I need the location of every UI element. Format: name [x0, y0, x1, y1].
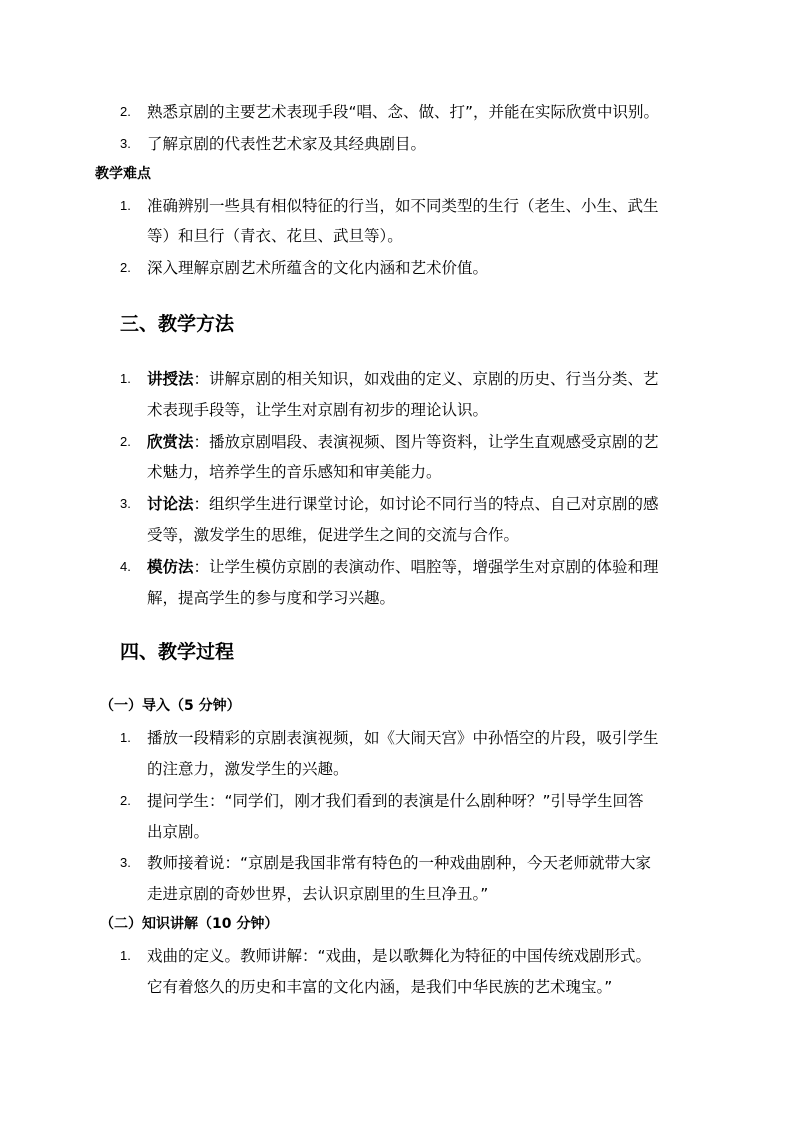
- difficulty-text: 深入理解京剧艺术所蕴含的文化内涵和艺术价值。: [147, 259, 489, 277]
- method-term: 讨论法: [147, 495, 194, 513]
- list-number: 2.: [120, 104, 131, 119]
- intro-text: 提问学生：“同学们，刚才我们看到的表演是什么剧种呀？”引导学生回答: [147, 792, 644, 810]
- knowledge-text: 戏曲的定义。教师讲解：“戏曲，是以歌舞化为特征的中国传统戏剧形式。: [147, 947, 652, 965]
- list-number: 1.: [120, 948, 131, 963]
- section-heading-process: 四、教学过程: [120, 641, 235, 663]
- list-number: 3.: [120, 855, 131, 870]
- method-term: 模仿法: [147, 558, 194, 576]
- method-item: [147, 432, 659, 452]
- intro-text: 教师接着说：“京剧是我国非常有特色的一种戏曲剧种，今天老师就带大家: [147, 854, 652, 872]
- list-number: 1.: [120, 198, 131, 213]
- difficulty-heading: 教学难点: [95, 166, 151, 182]
- list-number: 2.: [120, 260, 131, 275]
- method-text: 受等，激发学生的思维，促进学生之间的交流与合作。: [147, 526, 520, 544]
- method-text: 术魅力，培养学生的音乐感知和审美能力。: [147, 463, 442, 481]
- objective-text: 熟悉京剧的主要艺术表现手段“唱、念、做、打”，并能在实际欣赏中识别。: [147, 103, 660, 121]
- subsection-intro: （一）导入（5 分钟）: [100, 698, 241, 714]
- method-text: 解，提高学生的参与度和学习兴趣。: [147, 589, 396, 607]
- list-number: 3.: [120, 496, 131, 511]
- subsection-knowledge: （二）知识讲解（10 分钟）: [100, 916, 279, 932]
- objective-text: 了解京剧的代表性艺术家及其经典剧目。: [147, 135, 427, 153]
- knowledge-text: 它有着悠久的历史和丰富的文化内涵，是我们中华民族的艺术瑰宝。”: [147, 978, 613, 996]
- method-text: ：讲解京剧的相关知识，如戏曲的定义、京剧的历史、行当分类、艺: [193, 370, 659, 388]
- intro-text: 走进京剧的奇妙世界，去认识京剧里的生旦净丑。”: [147, 885, 489, 903]
- method-term: 讲授法: [147, 370, 194, 388]
- list-number: 3.: [120, 136, 131, 151]
- list-number: 1.: [120, 730, 131, 745]
- method-text: ：让学生模仿京剧的表演动作、唱腔等，增强学生对京剧的体验和理: [193, 558, 659, 576]
- method-text: ：播放京剧唱段、表演视频、图片等资料，让学生直观感受京剧的艺: [193, 433, 659, 451]
- section-heading-methods: 三、教学方法: [120, 313, 235, 335]
- list-number: 4.: [120, 559, 131, 574]
- list-number: 2.: [120, 793, 131, 808]
- difficulty-text: 等）和旦行（青衣、花旦、武旦等）。: [147, 227, 403, 245]
- intro-text: 播放一段精彩的京剧表演视频，如《大闹天宫》中孙悟空的片段，吸引学生: [147, 729, 659, 747]
- difficulty-text: 准确辨别一些具有相似特征的行当，如不同类型的生行（老生、小生、武生: [147, 197, 659, 215]
- intro-text: 的注意力，激发学生的兴趣。: [147, 760, 349, 778]
- intro-text: 出京剧。: [147, 823, 210, 841]
- list-number: 1.: [120, 371, 131, 386]
- list-number: 2.: [120, 434, 131, 449]
- method-text: 术表现手段等，让学生对京剧有初步的理论认识。: [147, 401, 489, 419]
- method-item: [147, 494, 659, 514]
- method-term: 欣赏法: [147, 433, 194, 451]
- method-text: ：组织学生进行课堂讨论，如讨论不同行当的特点、自己对京剧的感: [193, 495, 659, 513]
- method-item: [147, 369, 659, 389]
- method-item: [147, 557, 659, 577]
